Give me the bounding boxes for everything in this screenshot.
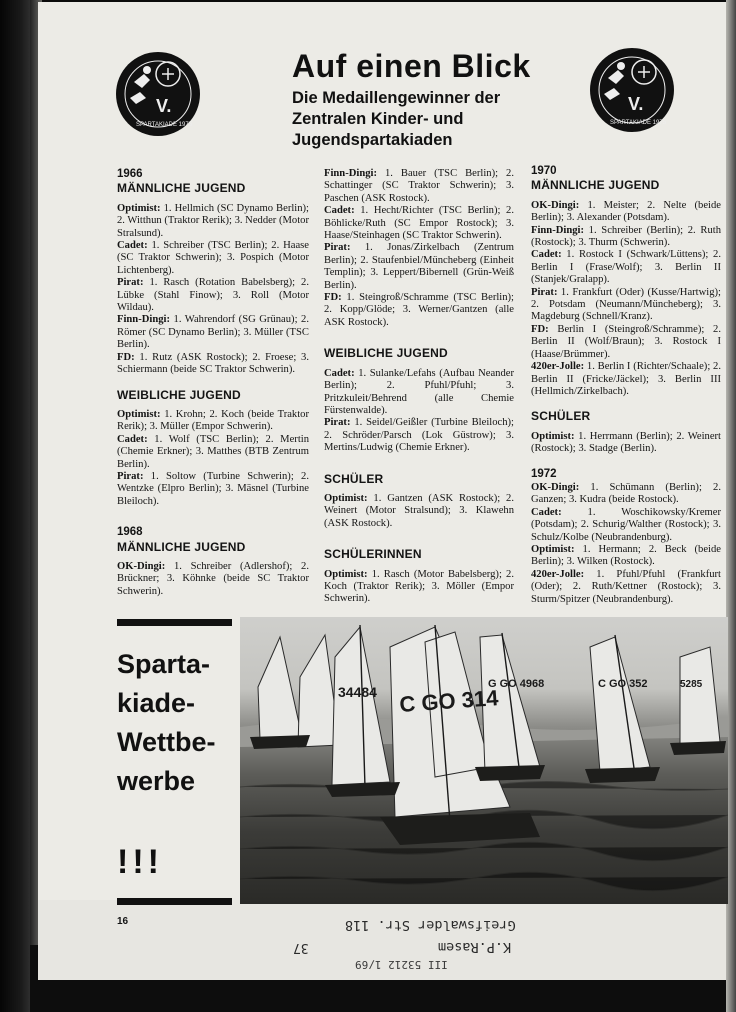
year-heading: 1968 — [117, 526, 143, 539]
result-entry: Cadet: 1. Sulanke/Lefahs (Aufbau Neander Berlin); 2. Pfuhl/Pfuhl; 3. Pritzkuleit/Behrend (alle Chemie Fürstenwalde). — [324, 367, 514, 416]
promo-line: werbe — [117, 766, 196, 796]
result-entry: FD: 1. Steingroß/Schramme (TSC Berlin); 2. Kopp/Glöde; 3. Werner/Gantzen (alle ASK Rostock). — [324, 292, 514, 328]
spartakiade-emblem-right — [590, 48, 674, 132]
result-entry: Cadet: 1. Hecht/Richter (TSC Berlin); 2. Böhlicke/Ruth (SC Empor Rostock); 3. Haase/Steinhagen (SC Traktor Schwerin). — [324, 205, 514, 242]
result-entry: OK-Dingi: 1. Schümann (Berlin); 2. Ganzen; 3. Kudra (beide Rostock). — [531, 481, 721, 506]
result-entry: Optimist: 1. Hellmich (SC Dynamo Berlin); 2. Witthun (Traktor Rerik); 3. Nedder (Motor Stralsund). — [117, 202, 310, 239]
promo-exclamation: !!! — [117, 843, 163, 881]
result-entry: 420er-Jolle: 1. Pfuhl/Pfuhl (Frankfurt (Oder); 2. Ruth/Kettner (Rostock); 3. Sturm/Spitzer (Neubrandenburg). — [531, 568, 721, 605]
section-heading: WEIBLICHE JUGEND — [117, 387, 241, 402]
year-heading: 1972 — [531, 467, 557, 480]
sail-number: G GO 4968 — [488, 678, 545, 690]
result-entry: Cadet: 1. Wolf (TSC Berlin); 2. Mertin (Chemie Erkner); 3. Matthes (BTB Zentrum Berlin). — [117, 433, 309, 470]
library-stamp-number: 37 — [293, 940, 309, 955]
result-entry: Optimist: 1. Gantzen (ASK Rostock); 2. Weinert (Motor Stralsund); 3. Klawehn (ASK Rostock). — [324, 492, 514, 529]
badge-v-text: V. — [156, 96, 172, 116]
section-heading: MÄNNLICHE JUGEND — [531, 178, 660, 193]
result-entry: Cadet: 1. Schreiber (TSC Berlin); 2. Haase (SC Traktor Schwerin); 3. Pospich (Motor Lichtenberg). — [117, 240, 309, 276]
result-entry: Finn-Dingi: 1. Bauer (TSC Berlin); 2. Schattinger (SC Traktor Schwerin); 3. Paschen (ASK Rostock). — [324, 168, 514, 204]
result-entry: OK-Dingi: 1. Schreiber (Adlershof); 2. Brückner; 3. Köhnke (beide SC Traktor Schwerin). — [117, 560, 309, 597]
section-heading: SCHÜLER — [531, 409, 591, 424]
section-heading: MÄNNLICHE JUGEND — [117, 181, 246, 196]
result-entry: Finn-Dingi: 1. Wahrendorf (SG Grünau); 2. Römer (SC Dynamo Berlin); 3. Müller (TSC Berlin). — [117, 314, 309, 351]
result-entry: Optimist: 1. Rasch (Motor Babelsberg); 2. Koch (Traktor Rerik); 3. Möller (Empor Schwerin). — [324, 568, 514, 605]
year-heading: 1970 — [531, 165, 557, 177]
result-entry: OK-Dingi: 1. Meister; 2. Nelte (beide Berlin); 3. Alexander (Potsdam). — [531, 199, 721, 224]
book-spine — [0, 0, 30, 1012]
badge-v-text: V. — [628, 94, 644, 114]
sailing-regatta-photo — [240, 617, 728, 904]
result-entry: Finn-Dingi: 1. Schreiber (Berlin); 2. Ruth (Rostock); 3. Thurm (Schwerin). — [531, 224, 721, 249]
section-heading: SCHÜLER — [324, 471, 384, 486]
sail-number: 34484 — [338, 684, 377, 700]
badge-ring-text: SPARTAKIADE 1975 — [610, 120, 667, 126]
section-heading: MÄNNLICHE JUGEND — [117, 539, 246, 554]
library-stamp-name: K.P.Rasem — [438, 939, 512, 955]
promo-rule-bottom — [117, 898, 232, 905]
sail-number: C GO 314 — [398, 685, 500, 717]
promo-line: kiade- — [117, 688, 196, 718]
result-entry: Pirat: 1. Frankfurt (Oder) (Kusse/Hartwig); 2. Potsdam (Neumann/Müncheberg); 3. Magdeburg (Schnell/Kranz). — [531, 286, 721, 323]
promo-line: Sparta- — [117, 649, 211, 679]
printing-code: III 53212 1/69 — [355, 958, 448, 971]
page-number: 16 — [117, 916, 129, 927]
section-heading: SCHÜLERINNEN — [324, 547, 422, 562]
result-entry: Pirat: 1. Rasch (Rotation Babelsberg); 2. Lübke (Stahl Finow); 3. Roll (Motor Wildau). — [117, 277, 309, 314]
spartakiade-emblem-left — [116, 52, 200, 136]
page-subtitle: Die Medaillengewinner der Zentralen Kinder- und Jugendspartakiaden — [292, 89, 501, 149]
page-title: Auf einen Blick — [292, 48, 531, 84]
result-entry: Optimist: 1. Herrmann (Berlin); 2. Weinert (Rostock); 3. Stadge (Berlin). — [531, 430, 721, 455]
results-column-3 — [531, 165, 721, 606]
result-entry: Optimist: 1. Hermann; 2. Beck (beide Berlin); 3. Wilken (Rostock). — [531, 543, 721, 568]
promo-rule-top — [117, 619, 232, 626]
promo-text — [117, 645, 257, 801]
result-entry: Optimist: 1. Krohn; 2. Koch (beide Traktor Rerik); 3. Müller (Empor Schwerin). — [117, 408, 309, 433]
results-column-2 — [324, 168, 514, 606]
result-entry: FD: Berlin I (Steingroß/Schramme); 2. Berlin II (Wolf/Braun); 3. Rostock I (Haase/Brümmer). — [531, 323, 721, 360]
result-entry: Pirat: 1. Soltow (Turbine Schwerin); 2. Wentzke (Elpro Berlin); 3. Mäsnel (Turbine Bleiloch). — [117, 470, 309, 507]
result-entry: Pirat: 1. Jonas/Zirkelbach (Zentrum Berlin); 2. Staufenbiel/Müncheberg (Einheit Templin); 3. Leppert/Bibernell (Grün-Weiß Berlin). — [324, 242, 514, 291]
promo-line: Wettbe- — [117, 727, 216, 757]
sail-number: C GO 352 — [598, 678, 648, 690]
result-entry: FD: 1. Rutz (ASK Rostock); 2. Froese; 3. Schiermann (beide SC Traktor Schwerin). — [117, 351, 309, 376]
sail-number: 5285 — [680, 679, 703, 690]
result-entry: Cadet: 1. Rostock I (Schwark/Lüttens); 2. Berlin I (Frase/Wolf); 3. Berlin II (Stanjek/Gralapp). — [531, 249, 721, 286]
library-stamp-address: Greifswalder Str. 118 — [345, 917, 516, 933]
badge-ring-text: SPARTAKIADE 1975 — [136, 122, 193, 128]
result-entry: Pirat: 1. Seidel/Geißler (Turbine Bleiloch); 2. Schröder/Parsch (Lok Güstrow); 3. Mertins/Ludwig (Chemie Erkner). — [324, 417, 514, 454]
section-heading: WEIBLICHE JUGEND — [324, 346, 448, 361]
results-column-1 — [117, 168, 309, 598]
year-heading: 1966 — [117, 168, 143, 180]
result-entry: 420er-Jolle: 1. Berlin I (Richter/Schaale); 2. Berlin II (Fricke/Jäckel); 3. Berlin III (Hellmich/Zirkelbach). — [531, 361, 721, 397]
result-entry: Cadet: 1. Woschikowsky/Kremer (Potsdam); 2. Schurig/Walther (Rostock); 3. Schulz/Kolbe (Neubrandenburg). — [531, 506, 721, 543]
